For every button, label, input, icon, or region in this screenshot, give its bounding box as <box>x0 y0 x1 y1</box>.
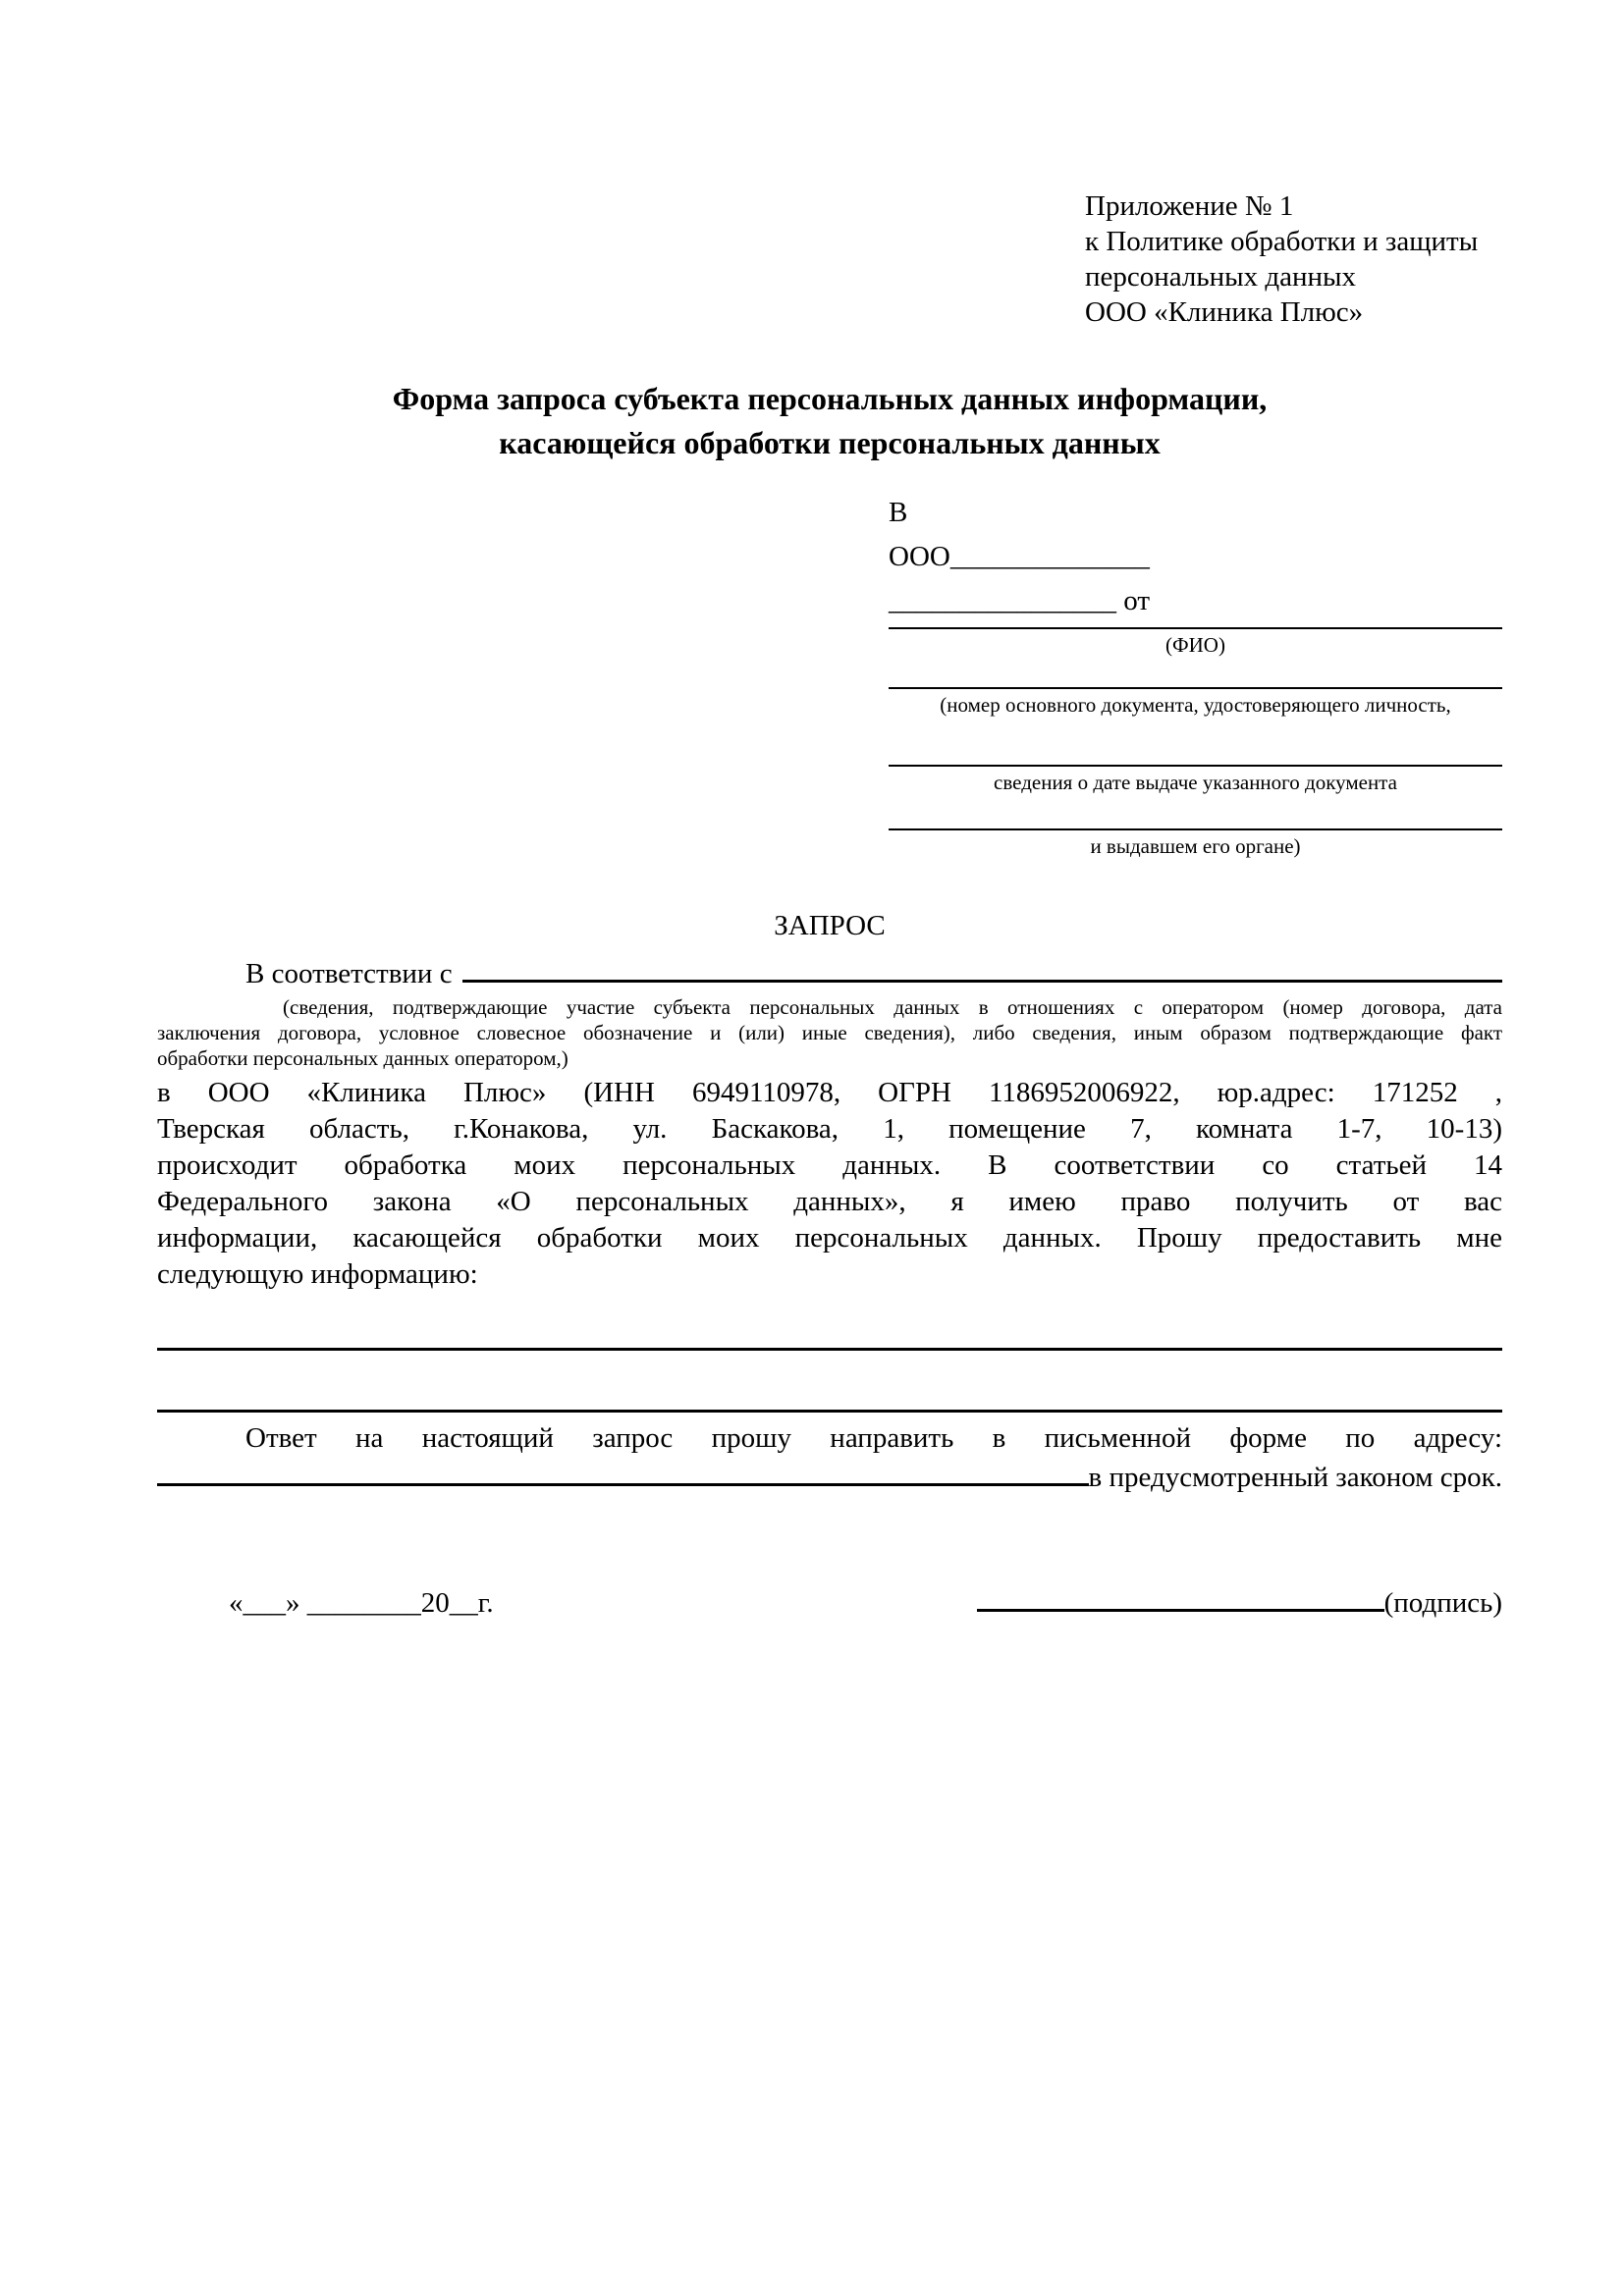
document-title <box>157 377 1502 465</box>
signature-row <box>157 1582 1502 1623</box>
date-blank: «___» ________20__г. <box>229 1587 494 1619</box>
issuing-authority-blank-line <box>889 795 1502 830</box>
fio-field <box>889 623 1502 658</box>
request-heading: ЗАПРОС <box>774 910 886 941</box>
information-blank-line-2 <box>157 1410 1502 1413</box>
addressee-to: В <box>889 497 908 528</box>
request-intro-line <box>157 953 1502 992</box>
fio-caption: (ФИО) <box>1165 633 1225 657</box>
body-line: следующую информацию: <box>157 1258 478 1290</box>
document-number-blank-line <box>889 658 1502 689</box>
signature-caption: (подпись) <box>1383 1587 1502 1619</box>
annex-line: Приложение № 1 <box>1085 190 1294 222</box>
signature-field <box>977 1582 1502 1623</box>
issuing-authority-field <box>889 795 1502 859</box>
document-number-field <box>889 658 1502 718</box>
body-line: информации, касающейся обработки моих персональных данных. Прошу предоставить мне <box>157 1222 1502 1254</box>
body-line: Тверская область, г.Конакова, ул. Баскакова, 1, помещение 7, комната 1-7, 10-13) <box>157 1113 1502 1145</box>
request-intro-text: В соответствии с <box>245 958 453 989</box>
address-blank-line <box>157 1457 1089 1486</box>
issue-date-blank-line <box>889 718 1502 767</box>
request-intro-blank-line <box>462 953 1502 983</box>
issuing-authority-caption: и выдавшем его органе) <box>1090 834 1301 858</box>
addressee-block <box>889 491 1502 859</box>
document-number-caption: (номер основного документа, удостоверяющего личность, <box>940 693 1451 717</box>
body-line: происходит обработка моих персональных данных. В соответствии со статьей 14 <box>157 1149 1502 1181</box>
body-line: в ООО «Клиника Плюс» (ИНН 6949110978, ОГРН 1186952006922, юр.адрес: 171252 , <box>157 1077 1502 1108</box>
issue-date-caption: сведения о дате выдаче указанного документа <box>994 771 1397 794</box>
reply-line-2-tail: в предусмотренный законом срок. <box>1088 1462 1502 1493</box>
addressee-org-blank: ООО______________ <box>889 541 1150 572</box>
note-line: обработки персональных данных оператором,) <box>157 1046 568 1070</box>
body-paragraph <box>157 1075 1502 1293</box>
information-blank-line-1 <box>157 1348 1502 1351</box>
document-title-line: Форма запроса субъекта персональных данных информации, <box>392 381 1268 416</box>
issue-date-field <box>889 718 1502 795</box>
annex-block <box>1085 188 1502 330</box>
annex-line: ООО «Клиника Плюс» <box>1085 296 1364 328</box>
reply-paragraph <box>157 1420 1502 1496</box>
reply-line-1: Ответ на настоящий запрос прошу направить в письменной форме по адресу: <box>245 1422 1502 1454</box>
note-paragraph <box>157 994 1502 1071</box>
annex-line: персональных данных <box>1085 261 1357 293</box>
addressee-from-blank: ________________ от <box>889 585 1151 616</box>
signature-blank-line <box>977 1582 1384 1612</box>
reply-line-2 <box>157 1457 1502 1496</box>
body-line: Федерального закона «О персональных данных», я имею право получить от вас <box>157 1186 1502 1217</box>
note-line: заключения договора, условное словесное обозначение и (или) иные сведения), либо сведения, иным образом подтверждающие факт <box>157 1021 1502 1044</box>
document-title-line: касающейся обработки персональных данных <box>499 425 1161 460</box>
note-line: (сведения, подтверждающие участие субъекта персональных данных в отношениях с оператором (номер договора, дата <box>283 995 1502 1019</box>
annex-line: к Политике обработки и защиты <box>1085 226 1479 257</box>
